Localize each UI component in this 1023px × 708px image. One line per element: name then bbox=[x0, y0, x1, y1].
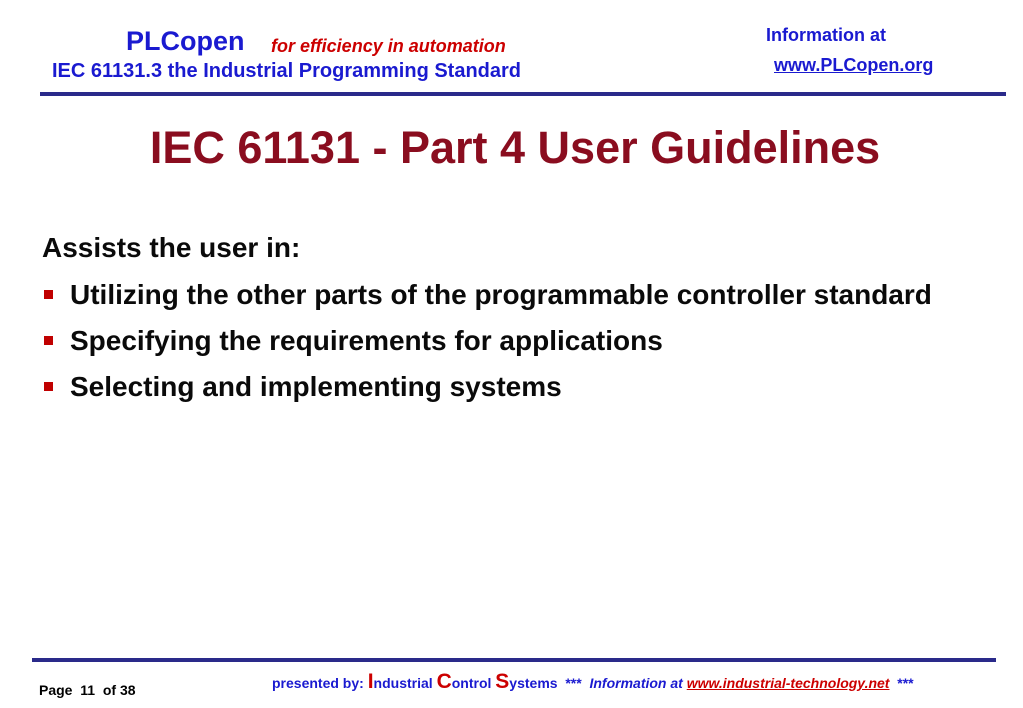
bullet-item bbox=[42, 370, 942, 403]
standard-subtitle: IEC 61131.3 the Industrial Programming Standard bbox=[52, 60, 522, 82]
page-prefix: Page bbox=[39, 682, 73, 698]
footer-credit bbox=[272, 670, 914, 694]
industrial-technology-link[interactable]: www.industrial-technology.net bbox=[686, 675, 890, 691]
bullet-text: Utilizing the other parts of the programmable controller standard bbox=[70, 279, 932, 310]
company-word-control: ontrol bbox=[451, 675, 492, 691]
bullet-list bbox=[42, 278, 942, 416]
footer-divider bbox=[32, 658, 996, 662]
footer-separator: *** bbox=[565, 675, 582, 691]
company-initial-s: S bbox=[495, 670, 510, 693]
square-bullet-icon bbox=[44, 290, 53, 299]
square-bullet-icon bbox=[44, 336, 53, 345]
brand-tagline: for efficiency in automation bbox=[271, 36, 506, 56]
presented-by-label: presented by: bbox=[272, 675, 364, 691]
plcopen-website-link[interactable]: www.PLCopen.org bbox=[774, 55, 934, 75]
company-initial-i: I bbox=[367, 670, 374, 693]
bullet-item bbox=[42, 278, 942, 311]
header-divider bbox=[40, 92, 1006, 96]
footer-info-label: Information at bbox=[589, 675, 683, 691]
lead-text: Assists the user in: bbox=[42, 232, 301, 263]
square-bullet-icon bbox=[44, 382, 53, 391]
company-initial-c: C bbox=[436, 670, 452, 693]
slide-title: IEC 61131 - Part 4 User Guidelines bbox=[149, 122, 881, 173]
footer-separator: *** bbox=[897, 675, 914, 691]
page-indicator bbox=[39, 682, 136, 698]
company-word-systems: ystems bbox=[509, 675, 558, 691]
page-total: of 38 bbox=[102, 682, 136, 698]
bullet-text: Selecting and implementing systems bbox=[70, 371, 562, 402]
bullet-item bbox=[42, 324, 942, 357]
company-word-industrial: ndustrial bbox=[373, 675, 433, 691]
bullet-text: Specifying the requirements for applications bbox=[70, 325, 663, 356]
page-number: 11 bbox=[80, 682, 96, 698]
info-label: Information at bbox=[766, 25, 886, 45]
brand-name: PLCopen bbox=[126, 26, 245, 56]
